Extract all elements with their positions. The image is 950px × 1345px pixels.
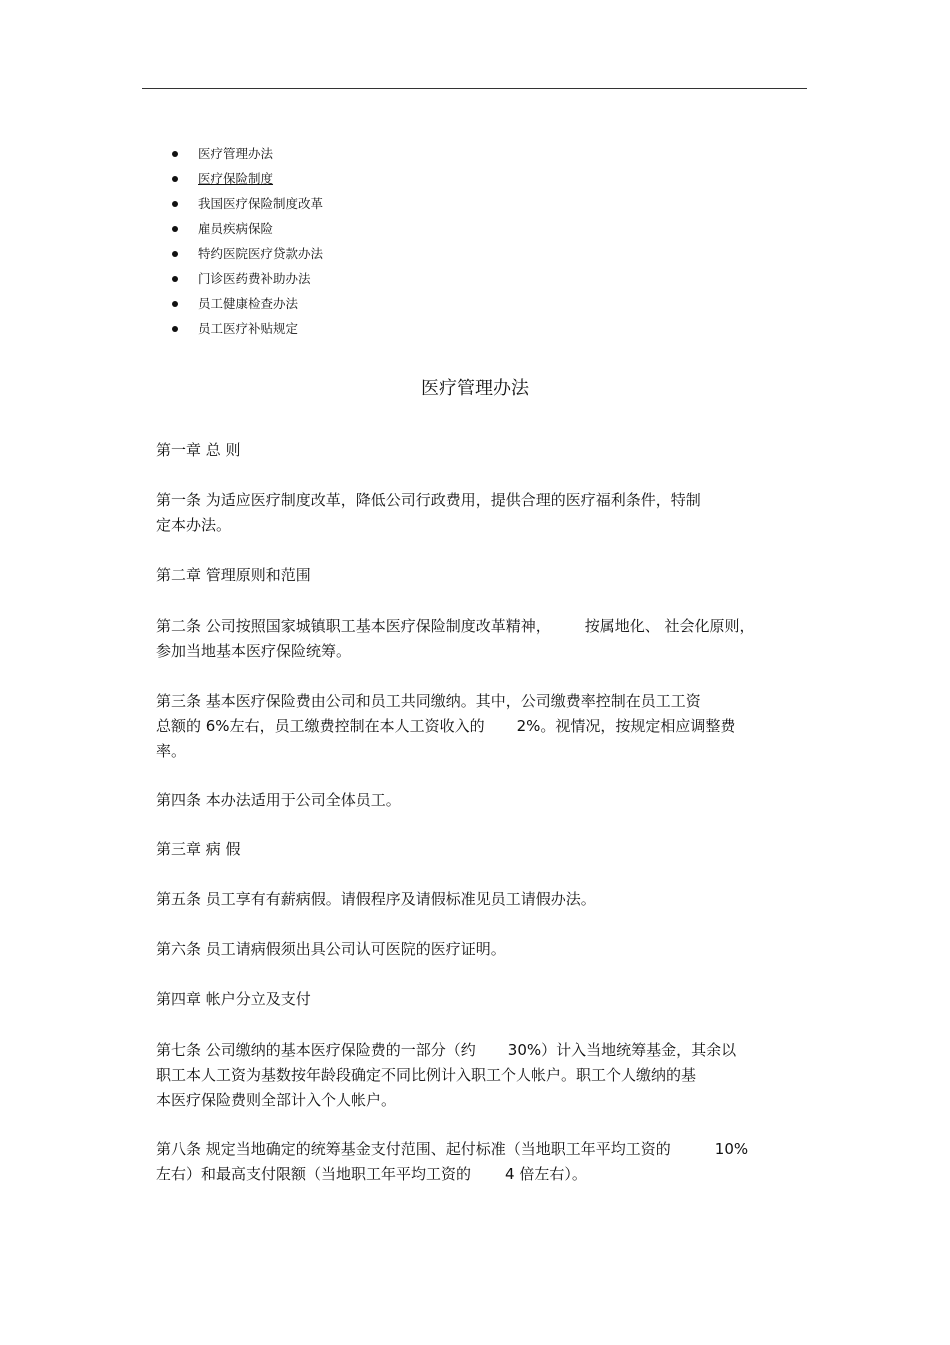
toc-item[interactable]: 门诊医药费补助办法: [172, 268, 323, 293]
article-line: 参加当地基本医疗保险统筹。: [156, 642, 352, 660]
article-2: [156, 614, 806, 664]
bullet-icon: [172, 226, 178, 232]
header-rule: [142, 88, 807, 89]
bullet-icon: [172, 201, 178, 207]
toc-item[interactable]: 特约医院医疗贷款办法: [172, 243, 323, 268]
article-text: 第七条 公司缴纳的基本医疗保险费的一部分（约: [156, 1041, 476, 1059]
bullet-icon: [172, 326, 178, 332]
bullet-icon: [172, 151, 178, 157]
article-text: 10%: [714, 1140, 749, 1158]
chapter-heading: 第二章 管理原则和范围: [156, 566, 311, 584]
article-text: 第二条 公司按照国家城镇职工基本医疗保险制度改革精神，: [156, 617, 551, 635]
article-6: 第六条 员工请病假须出具公司认可医院的医疗证明。: [156, 940, 506, 958]
article-1: [156, 488, 806, 538]
toc-item[interactable]: 医疗保险制度: [172, 168, 323, 193]
article-line: 第三条 基本医疗保险费由公司和员工共同缴纳。其中，公司缴费率控制在员工工资: [156, 692, 701, 710]
bullet-icon: [172, 251, 178, 257]
article-8: [156, 1137, 806, 1187]
toc-item[interactable]: 员工医疗补贴规定: [172, 318, 323, 343]
article-text: 按属地化、 社会化原则，: [584, 617, 755, 635]
document-title: 医疗管理办法: [421, 378, 529, 399]
article-text: 4 倍左右）。: [505, 1165, 587, 1183]
bullet-icon: [172, 301, 178, 307]
article-5: 第五条 员工享有有薪病假。请假程序及请假标准见员工请假办法。: [156, 890, 596, 908]
chapter-heading: 第一章 总 则: [156, 441, 241, 459]
article-line: 率。: [156, 742, 187, 760]
article-text: 30%）计入当地统筹基金，其余以: [507, 1041, 737, 1059]
table-of-contents: [172, 143, 323, 343]
article-text: 2%。视情况，按规定相应调整费: [516, 717, 736, 735]
article-line: 本医疗保险费则全部计入个人帐户。: [156, 1091, 397, 1109]
article-line: 职工本人工资为基数按年龄段确定不同比例计入职工个人帐户。职工个人缴纳的基: [156, 1066, 697, 1084]
article-text: 左右）和最高支付限额（当地职工年平均工资的: [156, 1165, 472, 1183]
article-4: 第四条 本办法适用于公司全体员工。: [156, 791, 401, 809]
bullet-icon: [172, 176, 178, 182]
toc-item[interactable]: 员工健康检查办法: [172, 293, 323, 318]
chapter-heading: 第四章 帐户分立及支付: [156, 990, 311, 1008]
article-3: [156, 689, 806, 764]
article-line: 定本办法。: [156, 516, 232, 534]
toc-item[interactable]: 雇员疾病保险: [172, 218, 323, 243]
article-line: 第一条 为适应医疗制度改革，降低公司行政费用，提供合理的医疗福利条件，特制: [156, 491, 701, 509]
article-7: [156, 1038, 806, 1113]
article-text: 总额的 6%左右，员工缴费控制在本人工资收入的: [156, 717, 485, 735]
toc-item[interactable]: 医疗管理办法: [172, 143, 323, 168]
bullet-icon: [172, 276, 178, 282]
article-text: 第八条 规定当地确定的统筹基金支付范围、起付标准（当地职工年平均工资的: [156, 1140, 671, 1158]
toc-item[interactable]: 我国医疗保险制度改革: [172, 193, 323, 218]
chapter-heading: 第三章 病 假: [156, 840, 241, 858]
